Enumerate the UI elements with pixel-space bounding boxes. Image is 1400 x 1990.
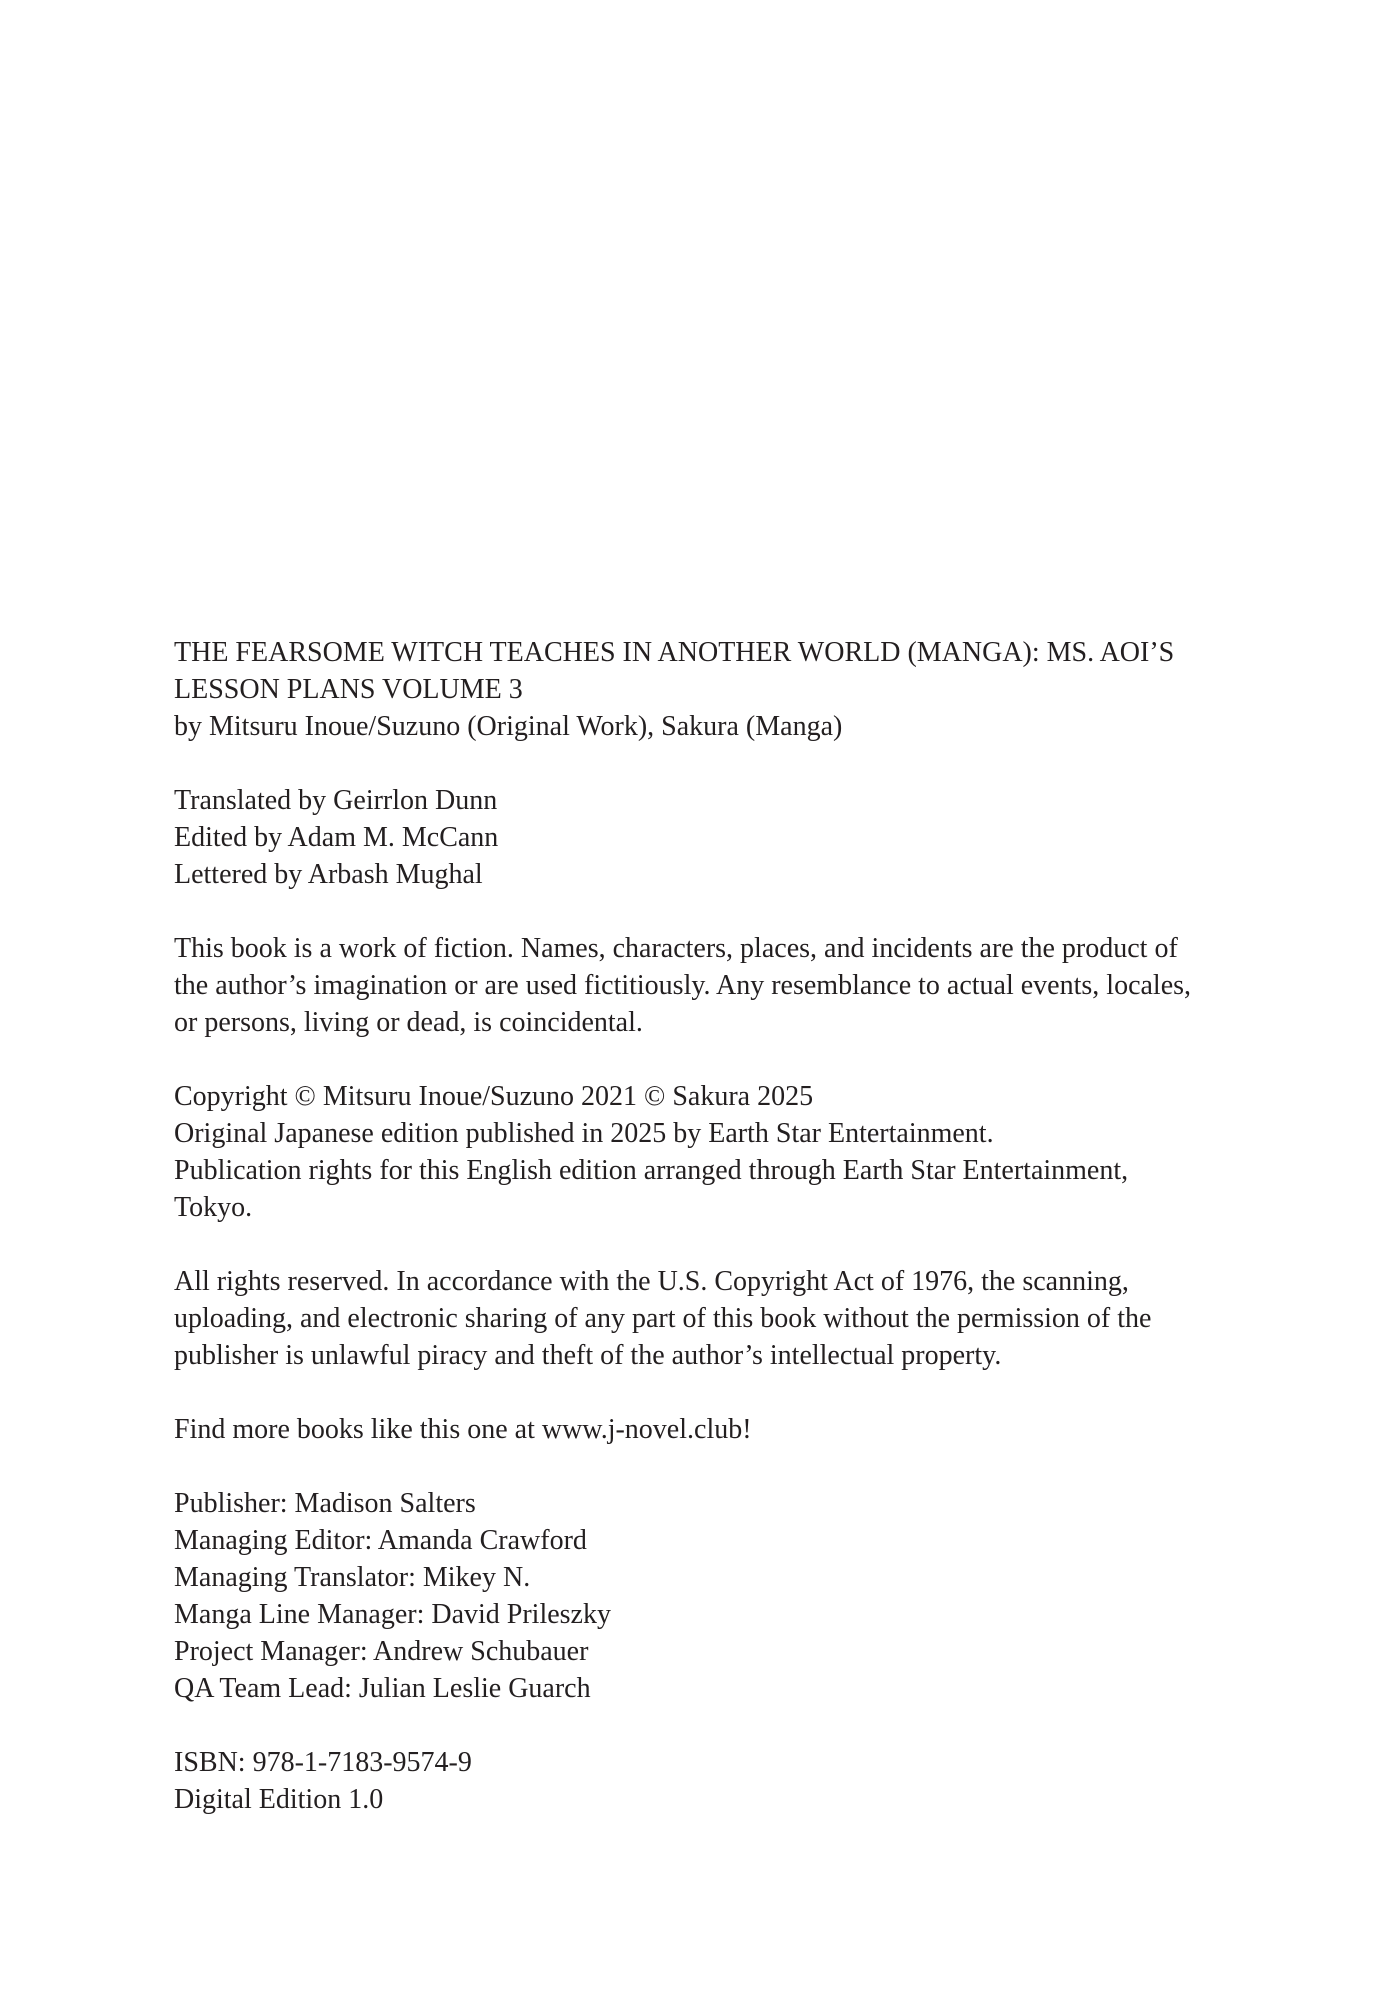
find-more-block: [174, 1411, 1314, 1448]
letterer-credit: Lettered by Arbash Mughal: [174, 859, 483, 890]
managing-editor-credit: Managing Editor: Amanda Crawford: [174, 1525, 587, 1556]
copyright-line-3: Publication rights for this English edition arranged through Earth Star Entertainment,: [174, 1155, 1129, 1186]
copyright-block: [174, 1078, 1314, 1226]
managing-translator-credit: Managing Translator: Mikey N.: [174, 1562, 531, 1593]
copyright-line-4: Tokyo.: [174, 1192, 253, 1223]
manga-line-manager-credit: Manga Line Manager: David Prileszky: [174, 1599, 611, 1630]
fiction-notice-line-2: the author’s imagination or are used fictitiously. Any resemblance to actual events, locales,: [174, 970, 1192, 1001]
rights-line-3: publisher is unlawful piracy and theft of the author’s intellectual property.: [174, 1340, 1002, 1371]
title-block: [174, 634, 1314, 745]
book-title-line-2: LESSON PLANS VOLUME 3: [174, 674, 523, 705]
staff-block: [174, 1485, 1314, 1707]
fiction-notice-line-3: or persons, living or dead, is coincidental.: [174, 1007, 643, 1038]
find-more-text: Find more books like this one at www.j-novel.club!: [174, 1414, 752, 1445]
isbn: ISBN: 978-1-7183-9574-9: [174, 1747, 472, 1778]
rights-notice: [174, 1263, 1314, 1374]
byline: by Mitsuru Inoue/Suzuno (Original Work), Sakura (Manga): [174, 711, 843, 742]
qa-team-lead-credit: QA Team Lead: Julian Leslie Guarch: [174, 1673, 591, 1704]
copyright-line-1: Copyright © Mitsuru Inoue/Suzuno 2021 © Sakura 2025: [174, 1081, 814, 1112]
edition-block: [174, 1744, 1314, 1818]
fiction-notice-line-1: This book is a work of fiction. Names, characters, places, and incidents are the product of: [174, 933, 1178, 964]
credits-block: [174, 782, 1314, 893]
copyright-line-2: Original Japanese edition published in 2025 by Earth Star Entertainment.: [174, 1118, 994, 1149]
editor-credit: Edited by Adam M. McCann: [174, 822, 499, 853]
publisher-credit: Publisher: Madison Salters: [174, 1488, 476, 1519]
rights-line-2: uploading, and electronic sharing of any part of this book without the permission of the: [174, 1303, 1152, 1334]
project-manager-credit: Project Manager: Andrew Schubauer: [174, 1636, 589, 1667]
copyright-page: [174, 634, 1314, 1855]
digital-edition: Digital Edition 1.0: [174, 1784, 384, 1815]
fiction-notice: [174, 930, 1314, 1041]
translator-credit: Translated by Geirrlon Dunn: [174, 785, 498, 816]
book-title-line-1: THE FEARSOME WITCH TEACHES IN ANOTHER WORLD (MANGA): MS. AOI’S: [174, 637, 1175, 668]
rights-line-1: All rights reserved. In accordance with the U.S. Copyright Act of 1976, the scanning,: [174, 1266, 1129, 1297]
